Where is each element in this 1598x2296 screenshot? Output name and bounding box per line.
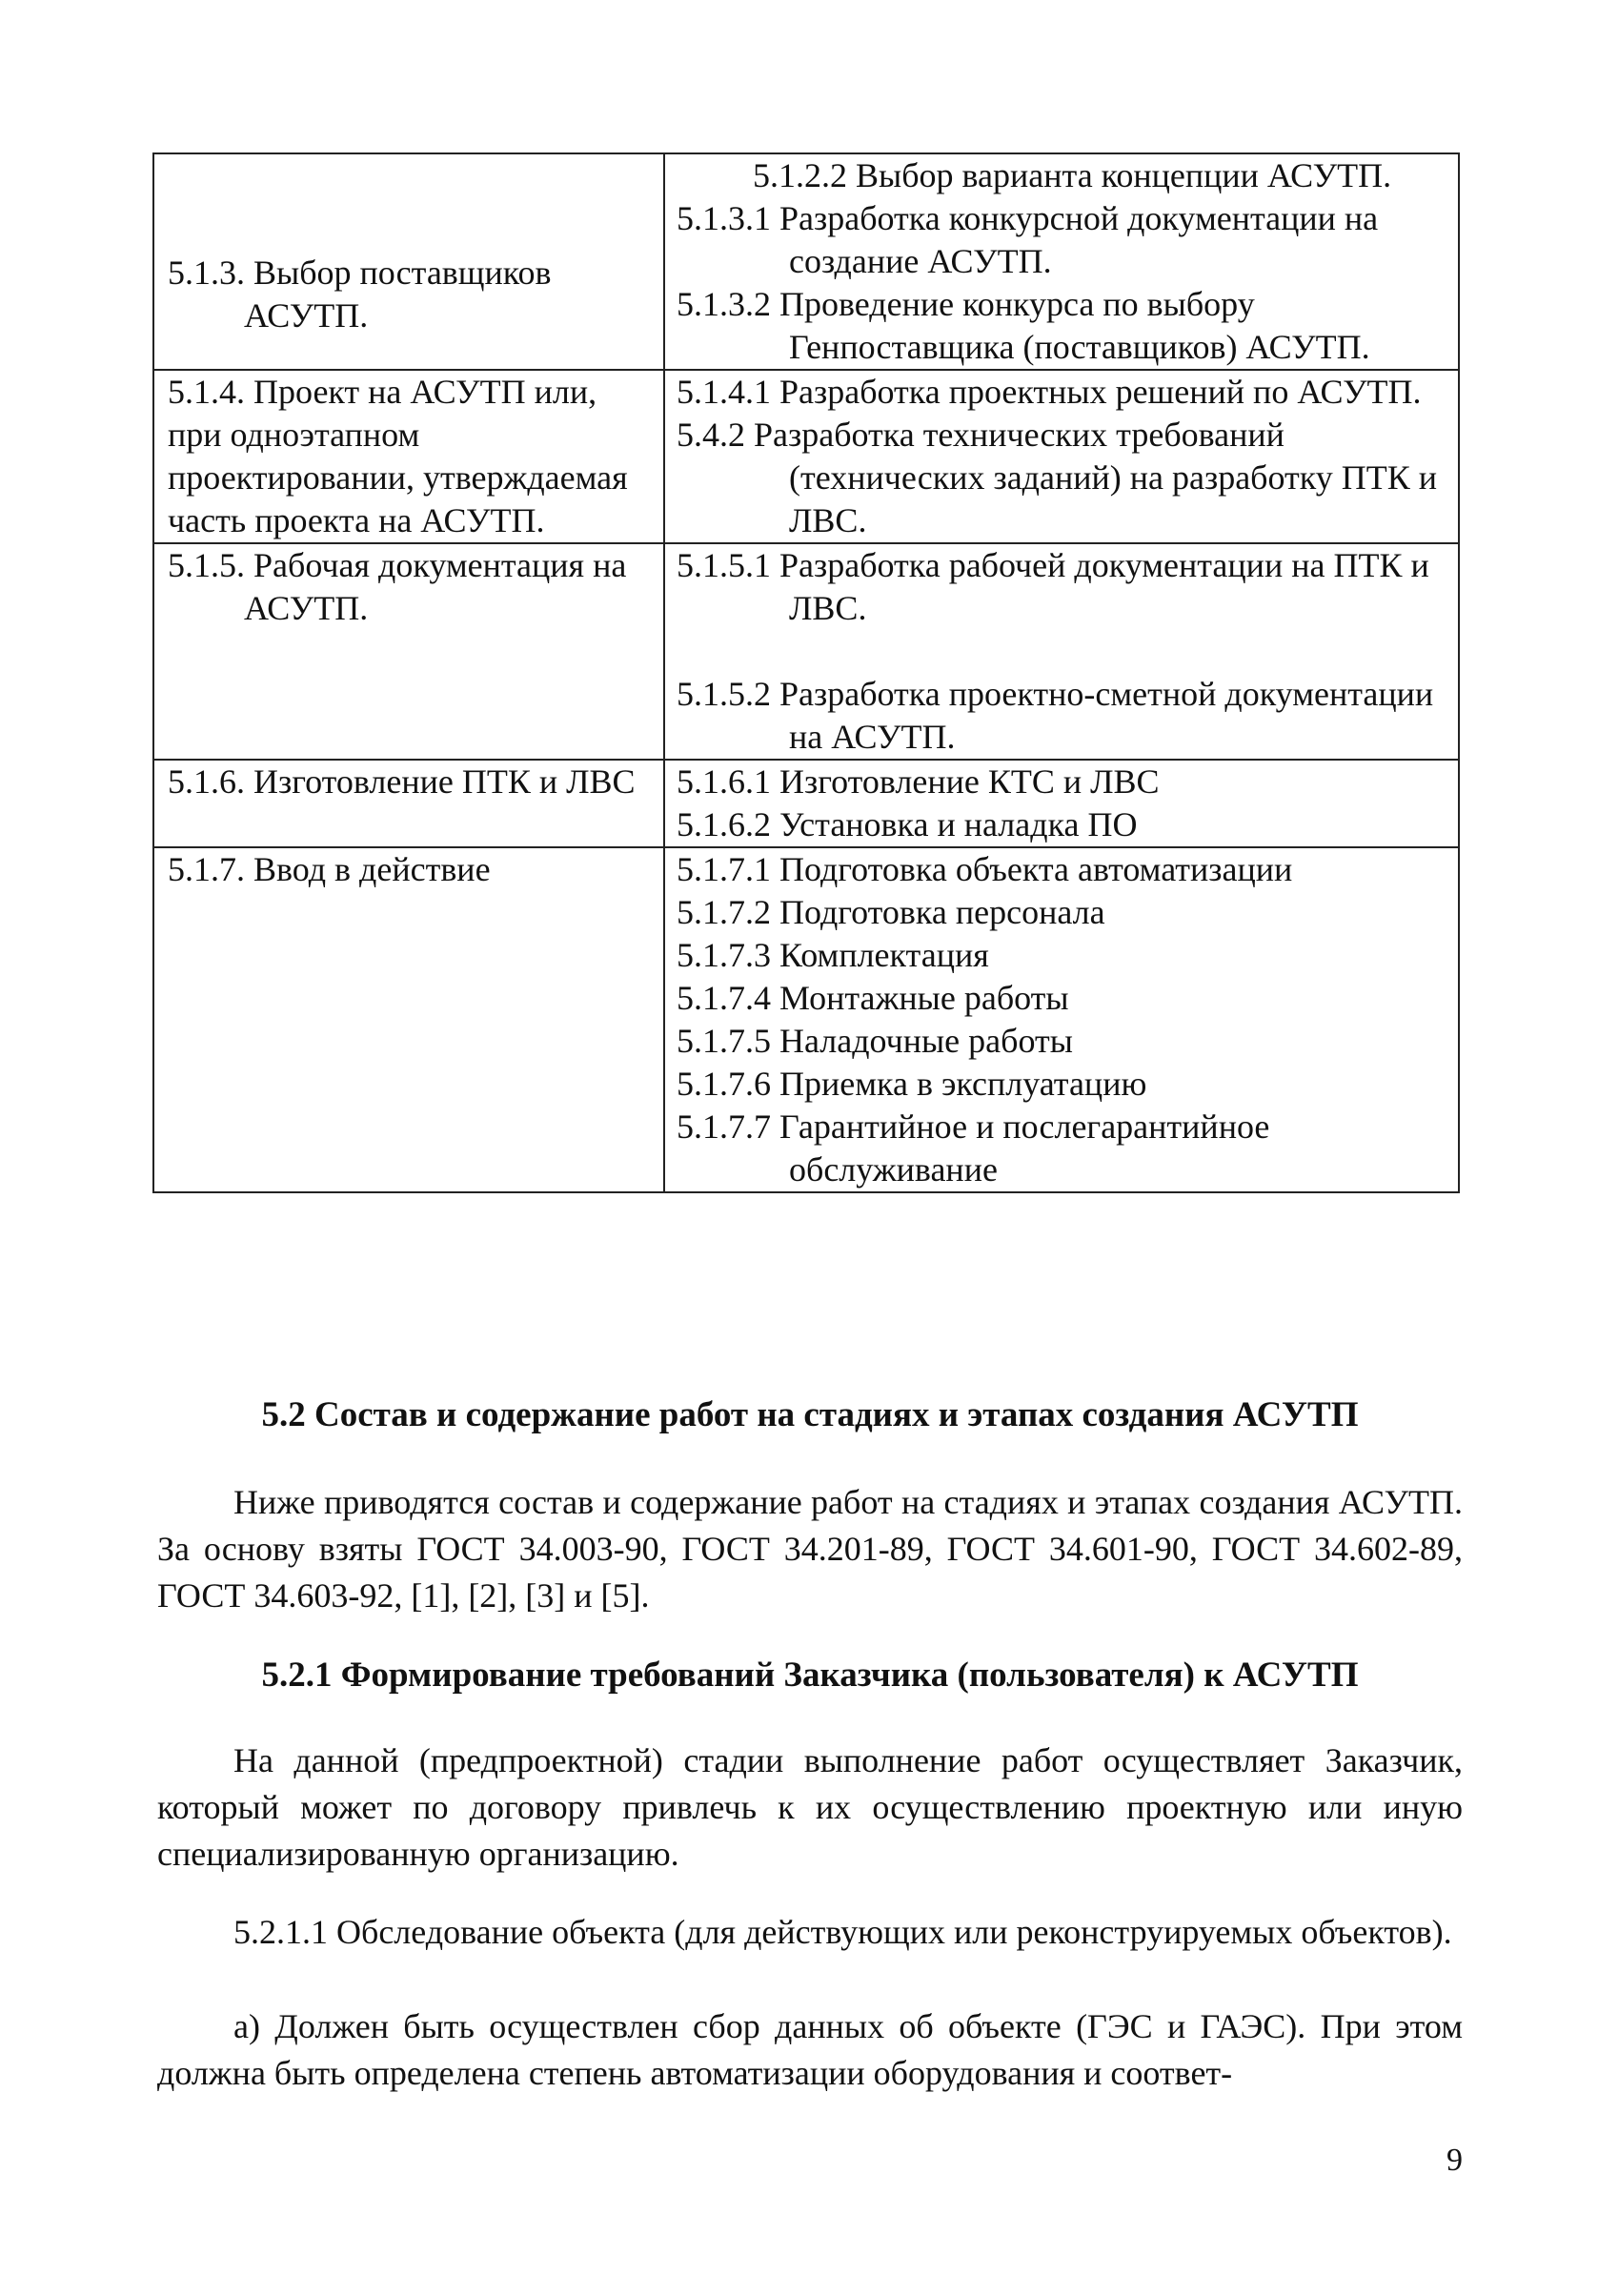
work-item: 5.1.7.1 Подготовка объекта автоматизации bbox=[677, 850, 1293, 888]
works-cell bbox=[664, 847, 1459, 1192]
table-row bbox=[153, 543, 1459, 760]
work-item: 5.1.6.2 Установка и наладка ПО bbox=[677, 805, 1138, 843]
spacer bbox=[677, 630, 1450, 673]
works-cell bbox=[664, 760, 1459, 847]
section-heading: 5.2 Состав и содержание работ на стадиях и этапах создания АСУТП bbox=[261, 1395, 1359, 1434]
work-item: 5.1.5.2 Разработка проектно-сметной документации на АСУТП. bbox=[677, 675, 1434, 756]
subsection-heading: 5.2.1 Формирование требований Заказчика (пользователя) к АСУТП bbox=[261, 1656, 1359, 1695]
stage-label: 5.1.7. Ввод в действие bbox=[168, 850, 491, 888]
work-item: 5.1.6.1 Изготовление КТС и ЛВС bbox=[677, 762, 1160, 801]
stage-label: 5.1.6. Изготовление ПТК и ЛВС bbox=[168, 762, 636, 801]
work-item: 5.1.7.3 Комплектация bbox=[677, 936, 989, 974]
stage-cell bbox=[153, 370, 664, 543]
work-item: 5.1.3.1 Разработка конкурсной документации на создание АСУТП. bbox=[677, 199, 1379, 280]
stage-label: 5.1.4. Проект на АСУТП или, при одноэтапном проектировании, утверждаемая часть проекта на АСУТП. bbox=[168, 373, 628, 539]
body-paragraph: а) Должен быть осуществлен сбор данных об объекте (ГЭС и ГАЭС). При этом должна быть определена степень автоматизации оборудования и соответ- bbox=[157, 2007, 1463, 2092]
works-cell bbox=[664, 543, 1459, 760]
works-cell bbox=[664, 370, 1459, 543]
work-item: 5.1.3.2 Проведение конкурса по выбору Генпоставщика (поставщиков) АСУТП. bbox=[677, 285, 1370, 366]
stage-label: 5.1.3. Выбор поставщиков АСУТП. bbox=[168, 254, 552, 335]
work-item: 5.1.7.4 Монтажные работы bbox=[677, 979, 1069, 1017]
body-paragraph: 5.2.1.1 Обследование объекта (для действующих или реконструируемых объектов). bbox=[233, 1913, 1452, 1951]
works-cell bbox=[664, 153, 1459, 370]
stage-label: 5.1.5. Рабочая документация на АСУТП. bbox=[168, 546, 627, 627]
table-row bbox=[153, 760, 1459, 847]
stage-cell bbox=[153, 543, 664, 760]
page-number: 9 bbox=[1446, 2143, 1463, 2178]
work-item: 5.1.7.2 Подготовка персонала bbox=[677, 893, 1105, 931]
body-paragraph: На данной (предпроектной) стадии выполнение работ осуществляет Заказчик, который может по договору привлечь к их осуществлению проектную или иную специализированную организацию. bbox=[157, 1741, 1463, 1873]
stage-cell bbox=[153, 760, 664, 847]
stages-table bbox=[152, 152, 1460, 1193]
work-item: 5.1.7.5 Наладочные работы bbox=[677, 1022, 1073, 1060]
work-item: 5.1.7.7 Гарантийное и послегарантийное обслуживание bbox=[677, 1107, 1270, 1189]
table-row bbox=[153, 153, 1459, 370]
table-row bbox=[153, 847, 1459, 1192]
work-item: 5.1.4.1 Разработка проектных решений по АСУТП. bbox=[677, 373, 1422, 411]
table-row bbox=[153, 370, 1459, 543]
stage-cell bbox=[153, 153, 664, 370]
work-item: 5.1.2.2 Выбор варианта концепции АСУТП. bbox=[753, 156, 1392, 194]
work-item: 5.1.5.1 Разработка рабочей документации на ПТК и ЛВС. bbox=[677, 546, 1429, 627]
work-item: 5.1.7.6 Приемка в эксплуатацию bbox=[677, 1065, 1147, 1103]
work-item: 5.4.2 Разработка технических требований (технических заданий) на разработку ПТК и ЛВС. bbox=[677, 416, 1437, 539]
body-paragraph: Ниже приводятся состав и содержание работ на стадиях и этапах создания АСУТП. За основу взяты ГОСТ 34.003-90, ГОСТ 34.201-89, ГОСТ 34.601-90, ГОСТ 34.602-89, ГОСТ 34.603-92, [1], [2], [3] и [5]. bbox=[157, 1483, 1463, 1615]
stage-cell bbox=[153, 847, 664, 1192]
